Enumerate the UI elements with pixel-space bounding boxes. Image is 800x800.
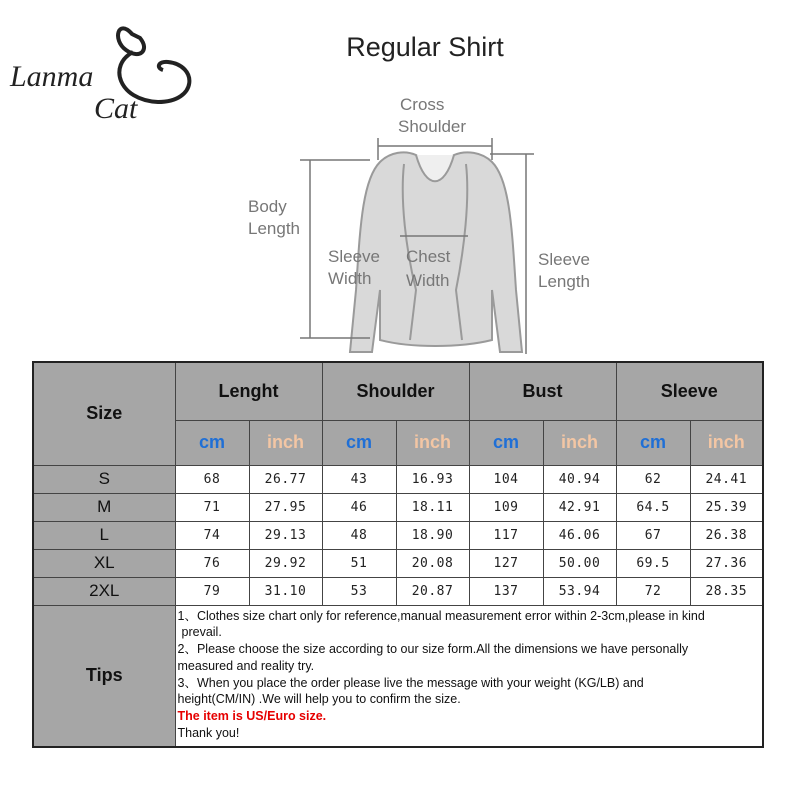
size-label: M bbox=[33, 493, 175, 521]
unit-inch: inch bbox=[690, 420, 763, 465]
measurement-cell: 27.36 bbox=[690, 549, 763, 577]
size-label: 2XL bbox=[33, 577, 175, 605]
measurement-cell: 64.5 bbox=[616, 493, 690, 521]
tip-3-cont: height(CM/IN) .We will help you to confirm the size. bbox=[177, 692, 461, 707]
size-label: S bbox=[33, 465, 175, 493]
unit-cm: cm bbox=[175, 420, 249, 465]
measurement-cell: 18.90 bbox=[396, 521, 469, 549]
label-sleeve-width-1: Sleeve bbox=[328, 247, 380, 266]
measurement-cell: 51 bbox=[322, 549, 396, 577]
label-chest-width-1: Chest bbox=[406, 247, 451, 266]
measurement-cell: 74 bbox=[175, 521, 249, 549]
tips-content bbox=[175, 605, 763, 747]
measurement-cell: 48 bbox=[322, 521, 396, 549]
measurement-cell: 69.5 bbox=[616, 549, 690, 577]
unit-inch: inch bbox=[249, 420, 322, 465]
tips-label: Tips bbox=[33, 605, 175, 747]
measurement-cell: 28.35 bbox=[690, 577, 763, 605]
unit-cm: cm bbox=[616, 420, 690, 465]
measurement-cell: 43 bbox=[322, 465, 396, 493]
measurement-cell: 42.91 bbox=[543, 493, 616, 521]
group-header-shoulder: Shoulder bbox=[322, 362, 469, 420]
size-label: XL bbox=[33, 549, 175, 577]
measurement-cell: 27.95 bbox=[249, 493, 322, 521]
measurement-cell: 109 bbox=[469, 493, 543, 521]
tip-1-cont: prevail. bbox=[181, 625, 222, 640]
measurement-cell: 53 bbox=[322, 577, 396, 605]
measurement-cell: 20.08 bbox=[396, 549, 469, 577]
label-cross-shoulder-1: Cross bbox=[400, 95, 445, 114]
brand-logo bbox=[8, 10, 198, 130]
measurement-cell: 76 bbox=[175, 549, 249, 577]
table-row bbox=[33, 493, 763, 521]
tip-2: 2、Please choose the size according to our size form.All the dimensions we have personally bbox=[177, 642, 689, 657]
tip-3: 3、When you place the order please live the message with your weight (KG/LB) and bbox=[177, 675, 644, 690]
measurement-cell: 50.00 bbox=[543, 549, 616, 577]
label-sleeve-length-1: Sleeve bbox=[538, 250, 590, 269]
group-header-sleeve: Sleeve bbox=[616, 362, 763, 420]
measurement-cell: 40.94 bbox=[543, 465, 616, 493]
measurement-cell: 46 bbox=[322, 493, 396, 521]
chart-title: Regular Shirt bbox=[346, 32, 504, 62]
measurement-cell: 79 bbox=[175, 577, 249, 605]
table-row bbox=[33, 577, 763, 605]
tip-1: 1、Clothes size chart only for reference,manual measurement error within 2-3cm,please in kind bbox=[177, 608, 705, 623]
group-header-bust: Bust bbox=[469, 362, 616, 420]
measurement-cell: 53.94 bbox=[543, 577, 616, 605]
tip-thanks: Thank you! bbox=[177, 726, 240, 741]
label-sleeve-length-2: Length bbox=[538, 272, 590, 291]
measurement-cell: 16.93 bbox=[396, 465, 469, 493]
measurement-cell: 29.13 bbox=[249, 521, 322, 549]
unit-cm: cm bbox=[469, 420, 543, 465]
brand-name-line2: Cat bbox=[94, 92, 138, 125]
size-chart-table bbox=[32, 361, 764, 748]
measurement-cell: 20.87 bbox=[396, 577, 469, 605]
measurement-cell: 18.11 bbox=[396, 493, 469, 521]
measurement-cell: 46.06 bbox=[543, 521, 616, 549]
measurement-cell: 68 bbox=[175, 465, 249, 493]
measurement-cell: 67 bbox=[616, 521, 690, 549]
label-body-length-2: Length bbox=[248, 219, 300, 238]
table-row bbox=[33, 521, 763, 549]
measurement-cell: 104 bbox=[469, 465, 543, 493]
label-cross-shoulder-2: Shoulder bbox=[398, 117, 467, 136]
table-row bbox=[33, 549, 763, 577]
tip-size-notice: The item is US/Euro size. bbox=[177, 709, 327, 724]
group-header-length: Lenght bbox=[175, 362, 322, 420]
measurement-cell: 72 bbox=[616, 577, 690, 605]
measurement-cell: 71 bbox=[175, 493, 249, 521]
measurement-cell: 24.41 bbox=[690, 465, 763, 493]
measurement-cell: 26.77 bbox=[249, 465, 322, 493]
brand-name-line1: Lanma bbox=[10, 60, 94, 93]
tip-2-cont: measured and reality try. bbox=[177, 658, 315, 673]
measurement-cell: 62 bbox=[616, 465, 690, 493]
size-label: L bbox=[33, 521, 175, 549]
label-chest-width-2: Width bbox=[406, 271, 450, 290]
measurement-cell: 25.39 bbox=[690, 493, 763, 521]
measurement-cell: 31.10 bbox=[249, 577, 322, 605]
shirt-diagram bbox=[230, 90, 630, 360]
measurement-cell: 137 bbox=[469, 577, 543, 605]
label-sleeve-width-2: Width bbox=[328, 269, 372, 288]
unit-cm: cm bbox=[322, 420, 396, 465]
unit-inch: inch bbox=[396, 420, 469, 465]
measurement-cell: 117 bbox=[469, 521, 543, 549]
measurement-cell: 127 bbox=[469, 549, 543, 577]
size-header: Size bbox=[33, 362, 175, 465]
size-rows bbox=[33, 465, 763, 605]
table-row bbox=[33, 465, 763, 493]
label-body-length-1: Body bbox=[248, 197, 287, 216]
measurement-cell: 26.38 bbox=[690, 521, 763, 549]
measurement-cell: 29.92 bbox=[249, 549, 322, 577]
cat-ear-icon bbox=[118, 28, 144, 54]
unit-inch: inch bbox=[543, 420, 616, 465]
